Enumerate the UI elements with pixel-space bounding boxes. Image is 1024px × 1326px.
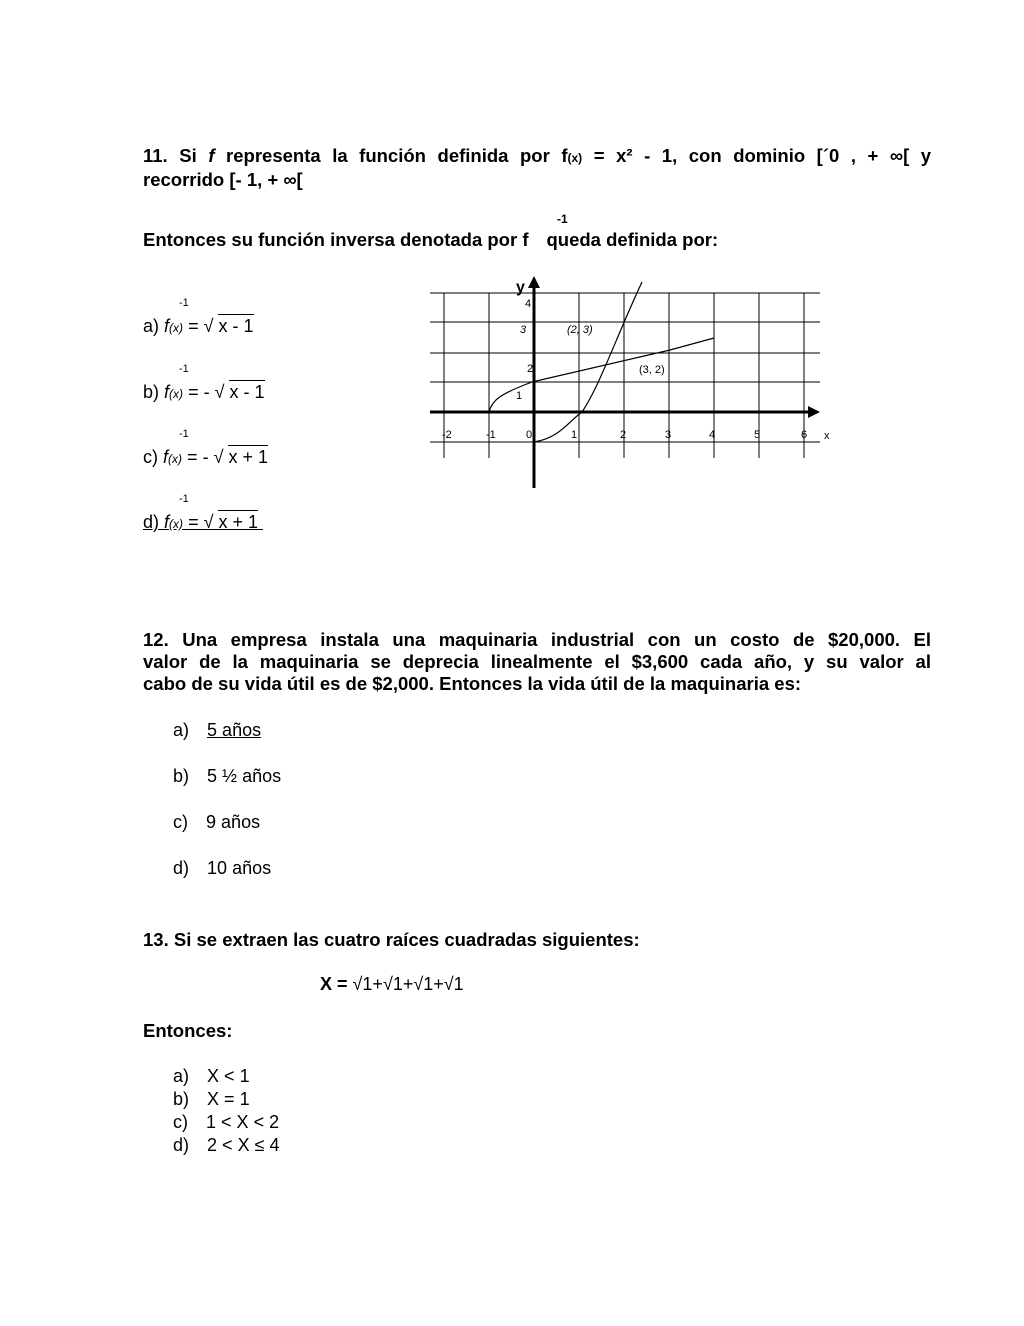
y-tick: 4 [525, 298, 532, 310]
x-tick: 3 [665, 429, 672, 441]
q11-graph [420, 270, 840, 495]
q12-option-a[interactable]: a) 5 años [173, 720, 262, 740]
q12-statement: 12. Una empresa instala una maquinaria industrial con un costo de $20,000. El valor de la maquinaria se deprecia linealmente el $3,600 cada año, y su valor al cabo de su vida útil es de $2,000. Entonces la vida útil de la maquinaria es: [143, 629, 932, 694]
x-axis-label: x [824, 430, 830, 442]
x-tick: 2 [620, 429, 627, 441]
q12-option-d[interactable]: d) 10 años [173, 858, 272, 878]
q13-option-d[interactable]: d) 2 < X ≤ 4 [173, 1135, 280, 1155]
x-tick: 6 [801, 429, 808, 441]
q13-option-c[interactable]: c) 1 < X < 2 [173, 1112, 280, 1132]
q13-formula: X = √1+√1+√1+√1 [320, 974, 464, 994]
q12-option-b[interactable]: b) 5 ½ años [173, 766, 282, 786]
y-axis-label: y [516, 279, 525, 296]
radicand: x - 1 [218, 316, 254, 336]
q13-entonces: Entonces: [143, 1020, 233, 1041]
q11-range: recorrido [- 1, + ∞[ [143, 169, 303, 190]
point-label-3-2: (3, 2) [639, 364, 665, 376]
x-tick: 5 [754, 429, 761, 441]
curve-f [534, 282, 642, 442]
x-axis-arrow [808, 406, 820, 418]
q11-statement: 11. Si f representa la función definida por f(x) = x² - 1, con dominio [´0 , + ∞[ y recorrido [- 1, + ∞[ [143, 145, 932, 190]
y-tick: 1 [516, 390, 523, 402]
sqrt-symbol: √ [203, 512, 214, 532]
radicand: x + 1 [218, 512, 259, 532]
q11-option-c[interactable]: -1 c) f(x) = - √ x + 1 [143, 428, 268, 467]
q11-option-b[interactable]: -1 b) f(x) = - √ x - 1 [143, 363, 265, 402]
q11-number: 11. [143, 145, 168, 166]
q12-number: 12. [143, 629, 169, 650]
y-tick: 3 [520, 324, 527, 336]
radicand: x - 1 [229, 382, 265, 402]
q13-statement: 13. Si se extraen las cuatro raíces cuadradas siguientes: [143, 929, 640, 950]
q11-option-a[interactable]: -1 a) f(x) = √ x - 1 [143, 297, 254, 336]
x-tick: -2 [442, 429, 452, 441]
q12-option-c[interactable]: c) 9 años [173, 812, 261, 832]
sqrt-symbol: √ [203, 316, 214, 336]
q13-number: 13. [143, 929, 169, 950]
x-tick: -1 [486, 429, 496, 441]
y-tick: 2 [527, 363, 534, 375]
q13-option-b[interactable]: b) X = 1 [173, 1089, 250, 1109]
x-tick: 4 [709, 429, 716, 441]
q11-f-symbol: f [208, 145, 215, 166]
radicand: x + 1 [228, 447, 268, 467]
q13-option-a[interactable]: a) X < 1 [173, 1066, 250, 1086]
y-axis-arrow [528, 276, 540, 288]
q11-option-d[interactable]: -1 d) f(x) = √ x + 1 [143, 493, 259, 532]
sqrt-symbol: √ [214, 382, 225, 402]
x-tick: 0 [526, 429, 533, 441]
sqrt-symbol: √ [213, 447, 224, 467]
point-label-2-3: (2, 3) [567, 324, 593, 336]
q11-inverse-superscript: -1 [557, 212, 568, 226]
x-tick: 1 [571, 429, 578, 441]
q11-inverse-line: Entonces su función inversa denotada por f queda definida por: [143, 229, 719, 250]
